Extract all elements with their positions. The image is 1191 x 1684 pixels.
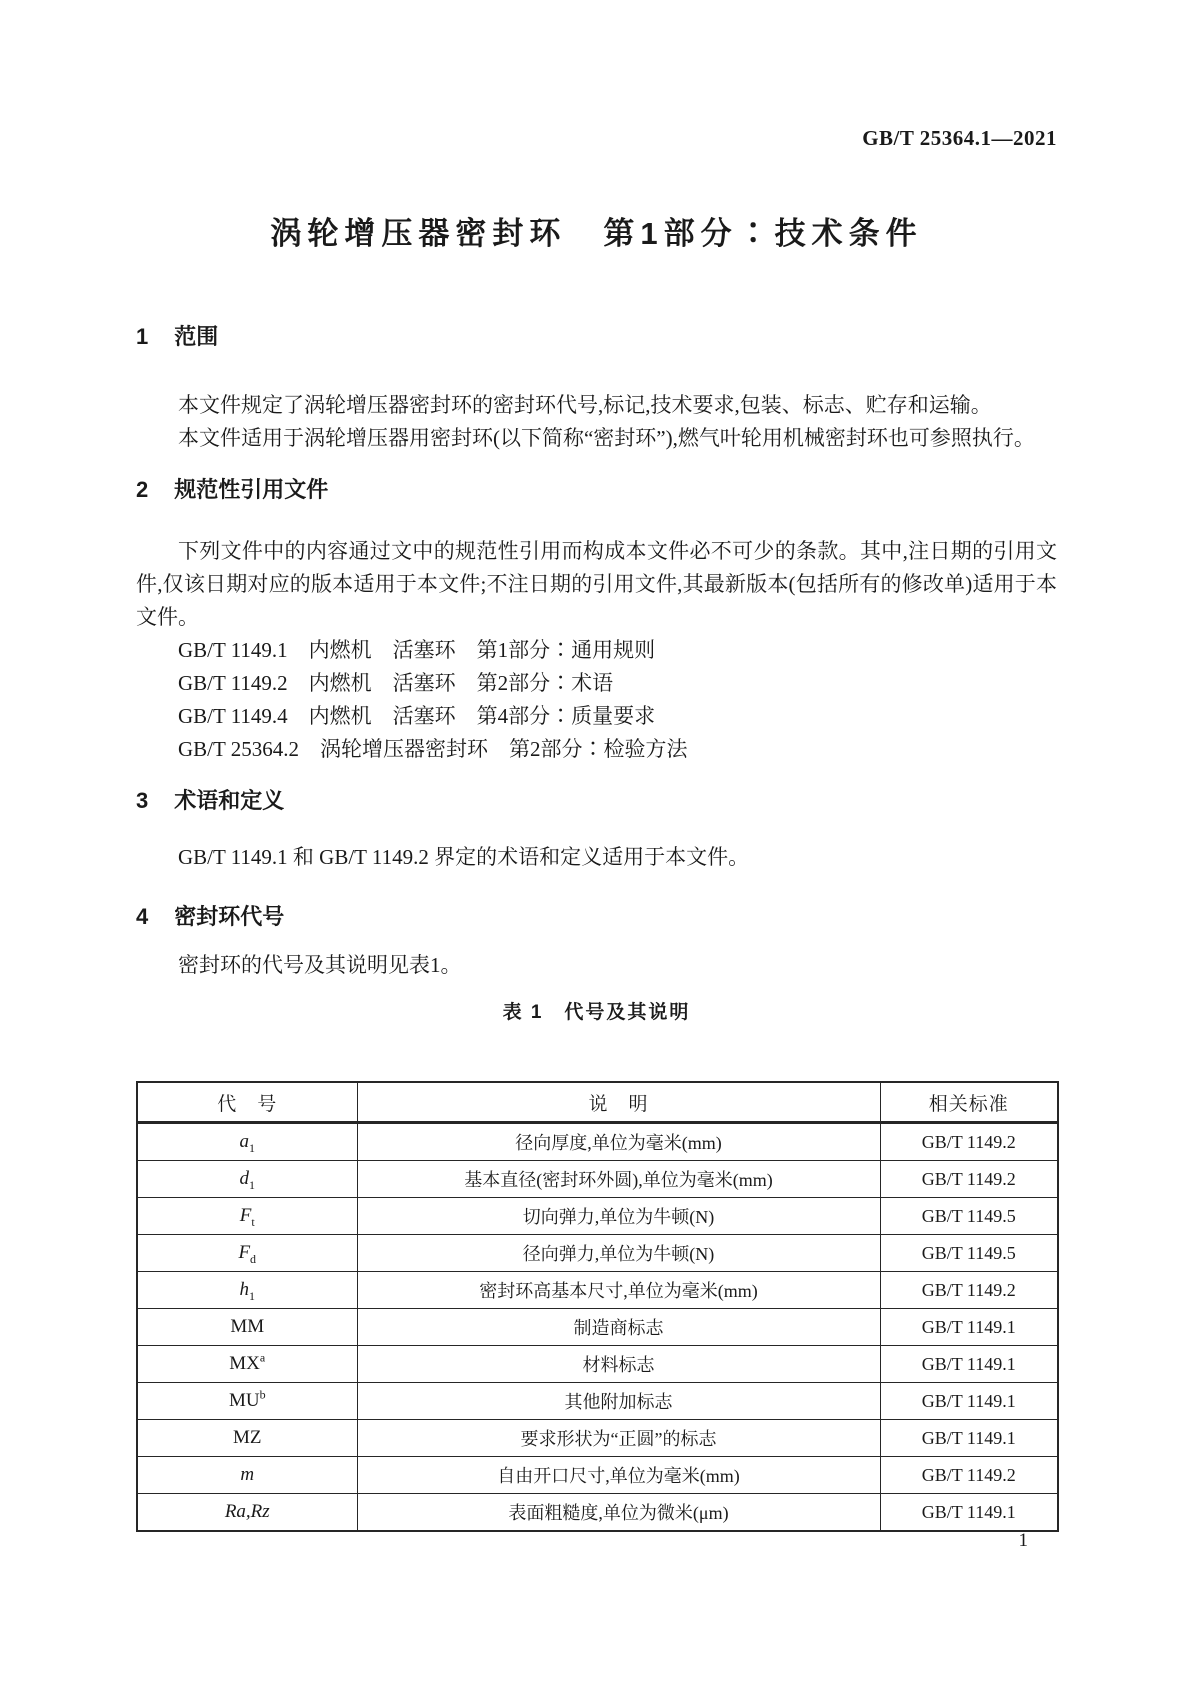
description-cell: 径向弹力,单位为牛顿(N) xyxy=(357,1235,880,1272)
section-title: 术语和定义 xyxy=(174,788,285,813)
standard-cell: GB/T 1149.2 xyxy=(880,1272,1058,1309)
reference-item: GB/T 25364.2 涡轮增压器密封环 第2部分∶检验方法 xyxy=(178,737,688,761)
codes-table xyxy=(136,1081,1059,1532)
table-row xyxy=(137,1198,1058,1235)
section-heading-seal-ring-codes xyxy=(136,904,1057,930)
reference-item: GB/T 1149.4 内燃机 活塞环 第4部分∶质量要求 xyxy=(178,704,656,728)
reference-item: GB/T 1149.1 内燃机 活塞环 第1部分∶通用规则 xyxy=(178,638,656,662)
table-row xyxy=(137,1420,1058,1457)
code-cell: $MU^b$ xyxy=(137,1383,357,1420)
description-cell: 其他附加标志 xyxy=(357,1383,880,1420)
code-cell: Ra,Rz xyxy=(137,1494,357,1532)
code-cell: MZ xyxy=(137,1420,357,1457)
description-cell: 制造商标志 xyxy=(357,1309,880,1346)
section-heading-normative-references xyxy=(136,477,1057,503)
section-number: 2 xyxy=(136,477,149,502)
description-cell: 要求形状为“正圆”的标志 xyxy=(357,1420,880,1457)
table-row xyxy=(137,1123,1058,1161)
description-cell: 基本直径(密封环外圆),单位为毫米(mm) xyxy=(357,1161,880,1198)
table-caption: 表 1 代号及其说明 xyxy=(502,1002,691,1023)
standard-cell: GB/T 1149.1 xyxy=(880,1309,1058,1346)
table-row xyxy=(137,1161,1058,1198)
code-cell: $F_d$ xyxy=(137,1235,357,1272)
document-title: 涡轮增压器密封环 第1部分∶技术条件 xyxy=(270,216,923,251)
table-row xyxy=(137,1272,1058,1309)
table-row xyxy=(137,1457,1058,1494)
standard-cell: GB/T 1149.1 xyxy=(880,1420,1058,1457)
standard-code: GB/T 25364.1—2021 xyxy=(862,126,1057,150)
codes-table-body xyxy=(137,1123,1058,1532)
paragraph: 本文件适用于涡轮增压器用密封环(以下简称“密封环”),燃气叶轮用机械密封环也可参照执行。 xyxy=(178,426,1035,450)
section-number: 1 xyxy=(136,324,149,349)
section-heading-terms-definitions xyxy=(136,788,1057,814)
standard-cell: GB/T 1149.2 xyxy=(880,1457,1058,1494)
table-row xyxy=(137,1383,1058,1420)
table-row xyxy=(137,1494,1058,1532)
section-number: 4 xyxy=(136,904,149,929)
column-header-description: 说 明 xyxy=(357,1082,880,1123)
code-cell: $a_1$ xyxy=(137,1123,357,1161)
standard-cell: GB/T 1149.5 xyxy=(880,1198,1058,1235)
section-scope xyxy=(136,324,1057,455)
section-title: 密封环代号 xyxy=(174,904,285,929)
table-row xyxy=(137,1235,1058,1272)
description-cell: 径向厚度,单位为毫米(mm) xyxy=(357,1123,880,1161)
section-seal-ring-codes xyxy=(136,904,1057,982)
paragraph: GB/T 1149.1 和 GB/T 1149.2 界定的术语和定义适用于本文件。 xyxy=(178,845,750,869)
standard-cell: GB/T 1149.2 xyxy=(880,1161,1058,1198)
code-cell: $d_1$ xyxy=(137,1161,357,1198)
standard-cell: GB/T 1149.2 xyxy=(880,1123,1058,1161)
paragraph: 本文件规定了涡轮增压器密封环的密封环代号,标记,技术要求,包装、标志、贮存和运输。 xyxy=(178,393,992,417)
section-normative-references xyxy=(136,477,1057,766)
standard-cell: GB/T 1149.5 xyxy=(880,1235,1058,1272)
description-cell: 切向弹力,单位为牛顿(N) xyxy=(357,1198,880,1235)
column-header-standard: 相关标准 xyxy=(880,1082,1058,1123)
section-number: 3 xyxy=(136,788,149,813)
section-terms-definitions xyxy=(136,788,1057,874)
description-cell: 自由开口尺寸,单位为毫米(mm) xyxy=(357,1457,880,1494)
section-heading-scope xyxy=(136,324,1057,350)
table-row xyxy=(137,1309,1058,1346)
code-cell: $F_t$ xyxy=(137,1198,357,1235)
table-row xyxy=(137,1346,1058,1383)
code-cell: m xyxy=(137,1457,357,1494)
description-cell: 表面粗糙度,单位为微米(μm) xyxy=(357,1494,880,1532)
paragraph: 下列文件中的内容通过文中的规范性引用而构成本文件必不可少的条款。其中,注日期的引用文件,仅该日期对应的版本适用于本文件;不注日期的引用文件,其最新版本(包括所有的修改单)适用于本文件。 xyxy=(136,539,1057,629)
reference-list xyxy=(136,634,1057,766)
code-cell: $MX^a$ xyxy=(137,1346,357,1383)
section-title: 范围 xyxy=(174,324,219,349)
page-number: 1 xyxy=(1018,1530,1028,1551)
section-title: 规范性引用文件 xyxy=(174,477,329,502)
table-header-row xyxy=(137,1082,1058,1123)
standard-cell: GB/T 1149.1 xyxy=(880,1346,1058,1383)
codes-table-head xyxy=(137,1082,1058,1123)
description-cell: 密封环高基本尺寸,单位为毫米(mm) xyxy=(357,1272,880,1309)
column-header-code: 代 号 xyxy=(137,1082,357,1123)
paragraph: 密封环的代号及其说明见表1。 xyxy=(178,953,462,977)
standard-cell: GB/T 1149.1 xyxy=(880,1383,1058,1420)
reference-item: GB/T 1149.2 内燃机 活塞环 第2部分∶术语 xyxy=(178,671,614,695)
code-cell: $h_1$ xyxy=(137,1272,357,1309)
standard-cell: GB/T 1149.1 xyxy=(880,1494,1058,1532)
code-cell: MM xyxy=(137,1309,357,1346)
description-cell: 材料标志 xyxy=(357,1346,880,1383)
